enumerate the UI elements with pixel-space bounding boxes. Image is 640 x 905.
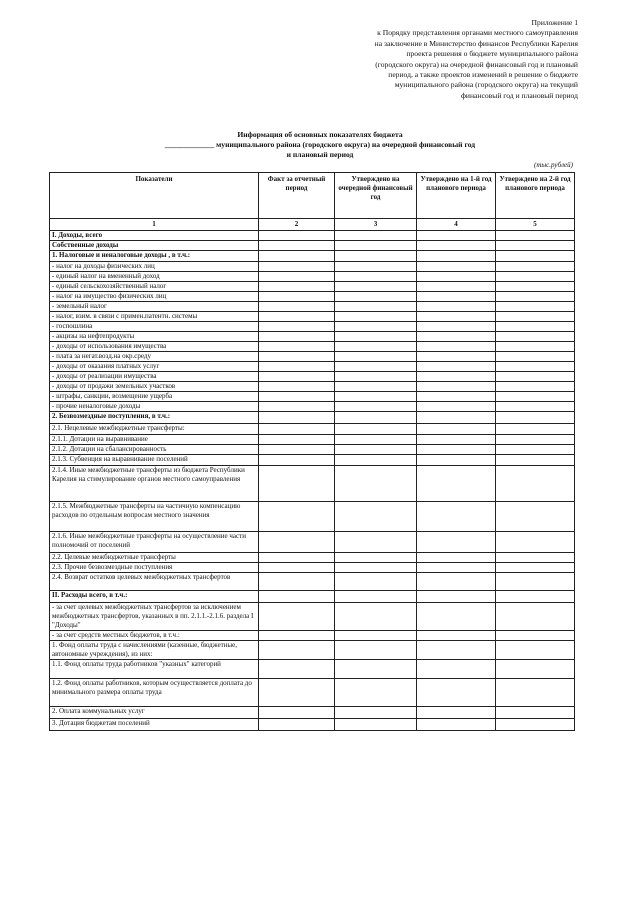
title-line-1: Информация об основных показателях бюджета xyxy=(237,130,403,139)
value-cell[interactable] xyxy=(335,272,417,282)
value-cell[interactable] xyxy=(417,272,496,282)
value-cell[interactable] xyxy=(335,445,417,455)
value-cell[interactable] xyxy=(417,412,496,424)
value-cell[interactable] xyxy=(417,362,496,372)
value-cell[interactable] xyxy=(335,382,417,392)
value-cell[interactable] xyxy=(417,352,496,362)
value-cell[interactable] xyxy=(496,435,575,445)
value-cell[interactable] xyxy=(335,282,417,292)
value-cell[interactable] xyxy=(417,312,496,322)
value-cell[interactable] xyxy=(259,241,335,251)
header-plan-year-1: Утверждено на 1-й год планового периода xyxy=(417,173,496,219)
row-label: 2.1. Нецелевые межбюджетные трансферты: xyxy=(50,424,259,435)
column-number-row xyxy=(50,219,575,231)
row-label: 2.4. Возврат остатков целевых межбюджетных трансфертов xyxy=(50,573,259,591)
value-cell[interactable] xyxy=(496,466,575,502)
appendix-line: проекта решения о бюджете муниципального района xyxy=(406,49,578,59)
row-label: 3. Дотация бюджетам поселений xyxy=(50,719,259,731)
value-cell[interactable] xyxy=(496,631,575,641)
value-cell[interactable] xyxy=(496,231,575,241)
value-cell[interactable] xyxy=(259,352,335,362)
row-label: - налог на доходы физических лиц xyxy=(50,262,259,272)
value-cell[interactable] xyxy=(259,251,335,262)
value-cell[interactable] xyxy=(259,502,335,532)
table-row xyxy=(50,362,575,372)
value-cell[interactable] xyxy=(496,502,575,532)
value-cell[interactable] xyxy=(259,322,335,332)
value-cell[interactable] xyxy=(259,282,335,292)
row-label: - налог, взим. в связи с примен.патентн. системы xyxy=(50,312,259,322)
table-row xyxy=(50,679,575,707)
value-cell[interactable] xyxy=(417,502,496,532)
value-cell[interactable] xyxy=(496,553,575,563)
value-cell[interactable] xyxy=(335,392,417,402)
table-row xyxy=(50,660,575,679)
row-label: - за счет средств местных бюджетов, в т.ч.: xyxy=(50,631,259,641)
value-cell[interactable] xyxy=(417,402,496,412)
value-cell[interactable] xyxy=(335,573,417,591)
table-row xyxy=(50,322,575,332)
value-cell[interactable] xyxy=(259,362,335,372)
table-row xyxy=(50,412,575,424)
col-number: 2 xyxy=(259,219,335,231)
value-cell[interactable] xyxy=(496,603,575,631)
value-cell[interactable] xyxy=(417,302,496,312)
value-cell[interactable] xyxy=(417,591,496,603)
value-cell[interactable] xyxy=(259,312,335,322)
value-cell[interactable] xyxy=(417,466,496,502)
appendix-line: (городского округа) на очередной финансовый год и плановый xyxy=(375,59,578,69)
row-label: - госпошлина xyxy=(50,322,259,332)
value-cell[interactable] xyxy=(259,332,335,342)
value-cell[interactable] xyxy=(335,251,417,262)
value-cell[interactable] xyxy=(259,272,335,282)
value-cell[interactable] xyxy=(335,292,417,302)
table-row xyxy=(50,312,575,322)
row-label: - за счет целевых межбюджетных трансфертов за исключением межбюджетных трансфертов, указанных в пп. 2.1.1.-2.1.6. раздела I "Доходы" xyxy=(50,603,259,631)
value-cell[interactable] xyxy=(417,231,496,241)
value-cell[interactable] xyxy=(417,251,496,262)
value-cell[interactable] xyxy=(417,435,496,445)
table-row xyxy=(50,231,575,241)
value-cell[interactable] xyxy=(335,563,417,573)
table-row xyxy=(50,352,575,362)
value-cell[interactable] xyxy=(417,282,496,292)
value-cell[interactable] xyxy=(417,719,496,731)
table-row xyxy=(50,272,575,282)
row-label: - налог на имущество физических лиц xyxy=(50,292,259,302)
value-cell[interactable] xyxy=(335,372,417,382)
value-cell[interactable] xyxy=(335,466,417,502)
value-cell[interactable] xyxy=(496,312,575,322)
value-cell[interactable] xyxy=(335,302,417,312)
value-cell[interactable] xyxy=(335,591,417,603)
table-row xyxy=(50,719,575,731)
value-cell[interactable] xyxy=(417,563,496,573)
value-cell[interactable] xyxy=(335,402,417,412)
row-label: - доходы от оказания платных услуг xyxy=(50,362,259,372)
table-row xyxy=(50,392,575,402)
row-label: 1.1. Фонд оплаты труда работников "указных" категорий xyxy=(50,660,259,679)
title-line-2: _____________ муниципального района (городского округа) на очередной финансовый год xyxy=(164,140,476,149)
value-cell[interactable] xyxy=(335,660,417,679)
value-cell[interactable] xyxy=(417,679,496,707)
appendix-line: финансовый год и плановый период xyxy=(461,90,578,100)
value-cell[interactable] xyxy=(259,435,335,445)
value-cell[interactable] xyxy=(259,231,335,241)
value-cell[interactable] xyxy=(417,372,496,382)
row-label: - плата за негат.возд.на окр.среду xyxy=(50,352,259,362)
value-cell[interactable] xyxy=(417,342,496,352)
row-label: 1. Фонд оплаты труда с начислениями (казенные, бюджетные, автономные учреждения), из них: xyxy=(50,641,259,660)
value-cell[interactable] xyxy=(496,362,575,372)
col-number: 3 xyxy=(335,219,417,231)
table-row xyxy=(50,402,575,412)
value-cell[interactable] xyxy=(335,241,417,251)
value-cell[interactable] xyxy=(496,412,575,424)
value-cell[interactable] xyxy=(335,641,417,660)
value-cell[interactable] xyxy=(335,553,417,563)
col-number: 5 xyxy=(496,219,575,231)
value-cell[interactable] xyxy=(496,372,575,382)
value-cell[interactable] xyxy=(417,631,496,641)
table-row xyxy=(50,573,575,591)
value-cell[interactable] xyxy=(335,424,417,435)
value-cell[interactable] xyxy=(496,641,575,660)
value-cell[interactable] xyxy=(335,231,417,241)
value-cell[interactable] xyxy=(259,707,335,719)
value-cell[interactable] xyxy=(496,445,575,455)
value-cell[interactable] xyxy=(417,292,496,302)
value-cell[interactable] xyxy=(417,241,496,251)
units-note: (тыс.рублей) xyxy=(533,161,573,169)
value-cell[interactable] xyxy=(417,455,496,466)
value-cell[interactable] xyxy=(417,322,496,332)
value-cell[interactable] xyxy=(417,445,496,455)
value-cell[interactable] xyxy=(496,563,575,573)
table-row xyxy=(50,282,575,292)
value-cell[interactable] xyxy=(496,241,575,251)
value-cell[interactable] xyxy=(417,660,496,679)
row-label: - акцизы на нефтепродукты xyxy=(50,332,259,342)
value-cell[interactable] xyxy=(259,455,335,466)
value-cell[interactable] xyxy=(335,435,417,445)
value-cell[interactable] xyxy=(335,312,417,322)
row-label: - единый сельскохозяйственный налог xyxy=(50,282,259,292)
value-cell[interactable] xyxy=(417,641,496,660)
value-cell[interactable] xyxy=(417,262,496,272)
value-cell[interactable] xyxy=(417,573,496,591)
value-cell[interactable] xyxy=(496,392,575,402)
value-cell[interactable] xyxy=(259,402,335,412)
row-label: 2.2. Целевые межбюджетные трансферты xyxy=(50,553,259,563)
value-cell[interactable] xyxy=(335,502,417,532)
value-cell[interactable] xyxy=(496,292,575,302)
value-cell[interactable] xyxy=(496,272,575,282)
value-cell[interactable] xyxy=(259,679,335,707)
value-cell[interactable] xyxy=(335,532,417,553)
value-cell[interactable] xyxy=(417,392,496,402)
value-cell[interactable] xyxy=(496,332,575,342)
value-cell[interactable] xyxy=(417,424,496,435)
value-cell[interactable] xyxy=(259,424,335,435)
row-label: - доходы от использования имущества xyxy=(50,342,259,352)
value-cell[interactable] xyxy=(335,412,417,424)
value-cell[interactable] xyxy=(259,302,335,312)
value-cell[interactable] xyxy=(335,707,417,719)
value-cell[interactable] xyxy=(496,424,575,435)
value-cell[interactable] xyxy=(417,603,496,631)
row-label: 2.1.6. Иные межбюджетные трансферты на осуществление части полномочий от поселений xyxy=(50,532,259,553)
value-cell[interactable] xyxy=(335,603,417,631)
value-cell[interactable] xyxy=(259,342,335,352)
table-row xyxy=(50,591,575,603)
value-cell[interactable] xyxy=(496,262,575,272)
table-row xyxy=(50,332,575,342)
value-cell[interactable] xyxy=(259,466,335,502)
indicators-table xyxy=(49,172,575,731)
value-cell[interactable] xyxy=(259,292,335,302)
value-cell[interactable] xyxy=(259,382,335,392)
value-cell[interactable] xyxy=(496,719,575,731)
header-current-year: Утверждено на очередной финансовый год xyxy=(335,173,417,219)
value-cell[interactable] xyxy=(259,719,335,731)
value-cell[interactable] xyxy=(496,322,575,332)
value-cell[interactable] xyxy=(335,719,417,731)
value-cell[interactable] xyxy=(496,251,575,262)
value-cell[interactable] xyxy=(496,455,575,466)
row-label: 2.1.2. Дотации на сбалансированность xyxy=(50,445,259,455)
value-cell[interactable] xyxy=(259,445,335,455)
value-cell[interactable] xyxy=(259,563,335,573)
table-row xyxy=(50,445,575,455)
value-cell[interactable] xyxy=(259,631,335,641)
value-cell[interactable] xyxy=(496,382,575,392)
value-cell[interactable] xyxy=(335,455,417,466)
value-cell[interactable] xyxy=(259,591,335,603)
table-body xyxy=(50,231,575,731)
value-cell[interactable] xyxy=(259,532,335,553)
value-cell[interactable] xyxy=(496,660,575,679)
table-row xyxy=(50,603,575,631)
value-cell[interactable] xyxy=(335,332,417,342)
table-row xyxy=(50,532,575,553)
appendix-line: Приложение 1 xyxy=(531,18,578,27)
value-cell[interactable] xyxy=(259,603,335,631)
value-cell[interactable] xyxy=(259,641,335,660)
row-label: - доходы от продажи земельных участков xyxy=(50,382,259,392)
value-cell[interactable] xyxy=(335,262,417,272)
value-cell[interactable] xyxy=(496,591,575,603)
row-label: 2.1.1. Дотации на выравнивание xyxy=(50,435,259,445)
value-cell[interactable] xyxy=(259,553,335,563)
table-row xyxy=(50,292,575,302)
value-cell[interactable] xyxy=(259,262,335,272)
row-label: 2.1.3. Субвенция на выравнивание поселений xyxy=(50,455,259,466)
table-row xyxy=(50,553,575,563)
value-cell[interactable] xyxy=(417,532,496,553)
appendix-line: на заключение в Министерство финансов Республики Карелия xyxy=(374,38,578,48)
row-label: 1. Налоговые и неналоговые доходы , в т.ч.: xyxy=(50,251,259,262)
header-plan-year-2: Утверждено на 2-й год планового периода xyxy=(496,173,575,219)
appendix-line: к Порядку представления органами местного самоуправления xyxy=(377,28,578,38)
value-cell[interactable] xyxy=(335,631,417,641)
value-cell[interactable] xyxy=(496,342,575,352)
row-label: Собственные доходы xyxy=(50,241,259,251)
row-label: 2. Безвозмездные поступления, в т.ч.: xyxy=(50,412,259,424)
table-row xyxy=(50,502,575,532)
row-label: - единый налог на вмененный доход xyxy=(50,272,259,282)
value-cell[interactable] xyxy=(259,660,335,679)
value-cell[interactable] xyxy=(496,282,575,292)
table-row xyxy=(50,455,575,466)
header-indicators: Показатели xyxy=(50,173,259,219)
row-label: 2.1.5. Межбюджетные трансферты на частичную компенсацию расходов по отдельным вопросам местного значения xyxy=(50,502,259,532)
value-cell[interactable] xyxy=(259,372,335,382)
appendix-note xyxy=(300,18,578,101)
value-cell[interactable] xyxy=(417,382,496,392)
value-cell[interactable] xyxy=(259,392,335,402)
row-label: - штрафы, санкции, возмещение ущерба xyxy=(50,392,259,402)
appendix-line: муниципального района (городского округа) на текущий xyxy=(394,80,578,90)
header-fact: Факт за отчетный период xyxy=(259,173,335,219)
row-label: 2.3. Прочие безвозмездные поступления xyxy=(50,563,259,573)
value-cell[interactable] xyxy=(496,679,575,707)
table-row xyxy=(50,241,575,251)
value-cell[interactable] xyxy=(259,573,335,591)
row-label: I. Доходы, всего xyxy=(50,231,259,241)
value-cell[interactable] xyxy=(335,679,417,707)
table-row xyxy=(50,435,575,445)
table-row xyxy=(50,372,575,382)
table-row xyxy=(50,342,575,352)
table-row xyxy=(50,382,575,392)
value-cell[interactable] xyxy=(335,322,417,332)
row-label: 2.1.4. Иные межбюджетные трансферты из бюджета Республики Карелия на стимулирование органов местного самоуправления xyxy=(50,466,259,502)
value-cell[interactable] xyxy=(496,532,575,553)
table-row xyxy=(50,251,575,262)
value-cell[interactable] xyxy=(496,352,575,362)
table-row xyxy=(50,563,575,573)
value-cell[interactable] xyxy=(335,342,417,352)
table-row xyxy=(50,466,575,502)
value-cell[interactable] xyxy=(496,302,575,312)
table-row xyxy=(50,424,575,435)
value-cell[interactable] xyxy=(417,332,496,342)
table-row xyxy=(50,641,575,660)
table-row xyxy=(50,631,575,641)
value-cell[interactable] xyxy=(335,352,417,362)
value-cell[interactable] xyxy=(496,402,575,412)
col-number: 4 xyxy=(417,219,496,231)
appendix-line: период, а также проектов изменений в решение о бюджете xyxy=(388,70,578,80)
document-title xyxy=(100,130,540,160)
value-cell[interactable] xyxy=(259,412,335,424)
row-label: - земельный налог xyxy=(50,302,259,312)
value-cell[interactable] xyxy=(417,707,496,719)
value-cell[interactable] xyxy=(335,362,417,372)
header-row xyxy=(50,173,575,219)
value-cell[interactable] xyxy=(496,707,575,719)
table-row xyxy=(50,302,575,312)
table-row xyxy=(50,262,575,272)
row-label: II. Расходы всего, в т.ч.: xyxy=(50,591,259,603)
value-cell[interactable] xyxy=(417,553,496,563)
table-row xyxy=(50,707,575,719)
title-line-3: и плановый период xyxy=(286,150,354,159)
row-label: 2. Оплата коммунальных услуг xyxy=(50,707,259,719)
row-label: - прочие неналоговые доходы xyxy=(50,402,259,412)
col-number: 1 xyxy=(50,219,259,231)
value-cell[interactable] xyxy=(496,573,575,591)
row-label: 1.2. Фонд оплаты работников, которым осуществляется доплата до минимального размера оплаты труда xyxy=(50,679,259,707)
row-label: - доходы от реализации имущества xyxy=(50,372,259,382)
